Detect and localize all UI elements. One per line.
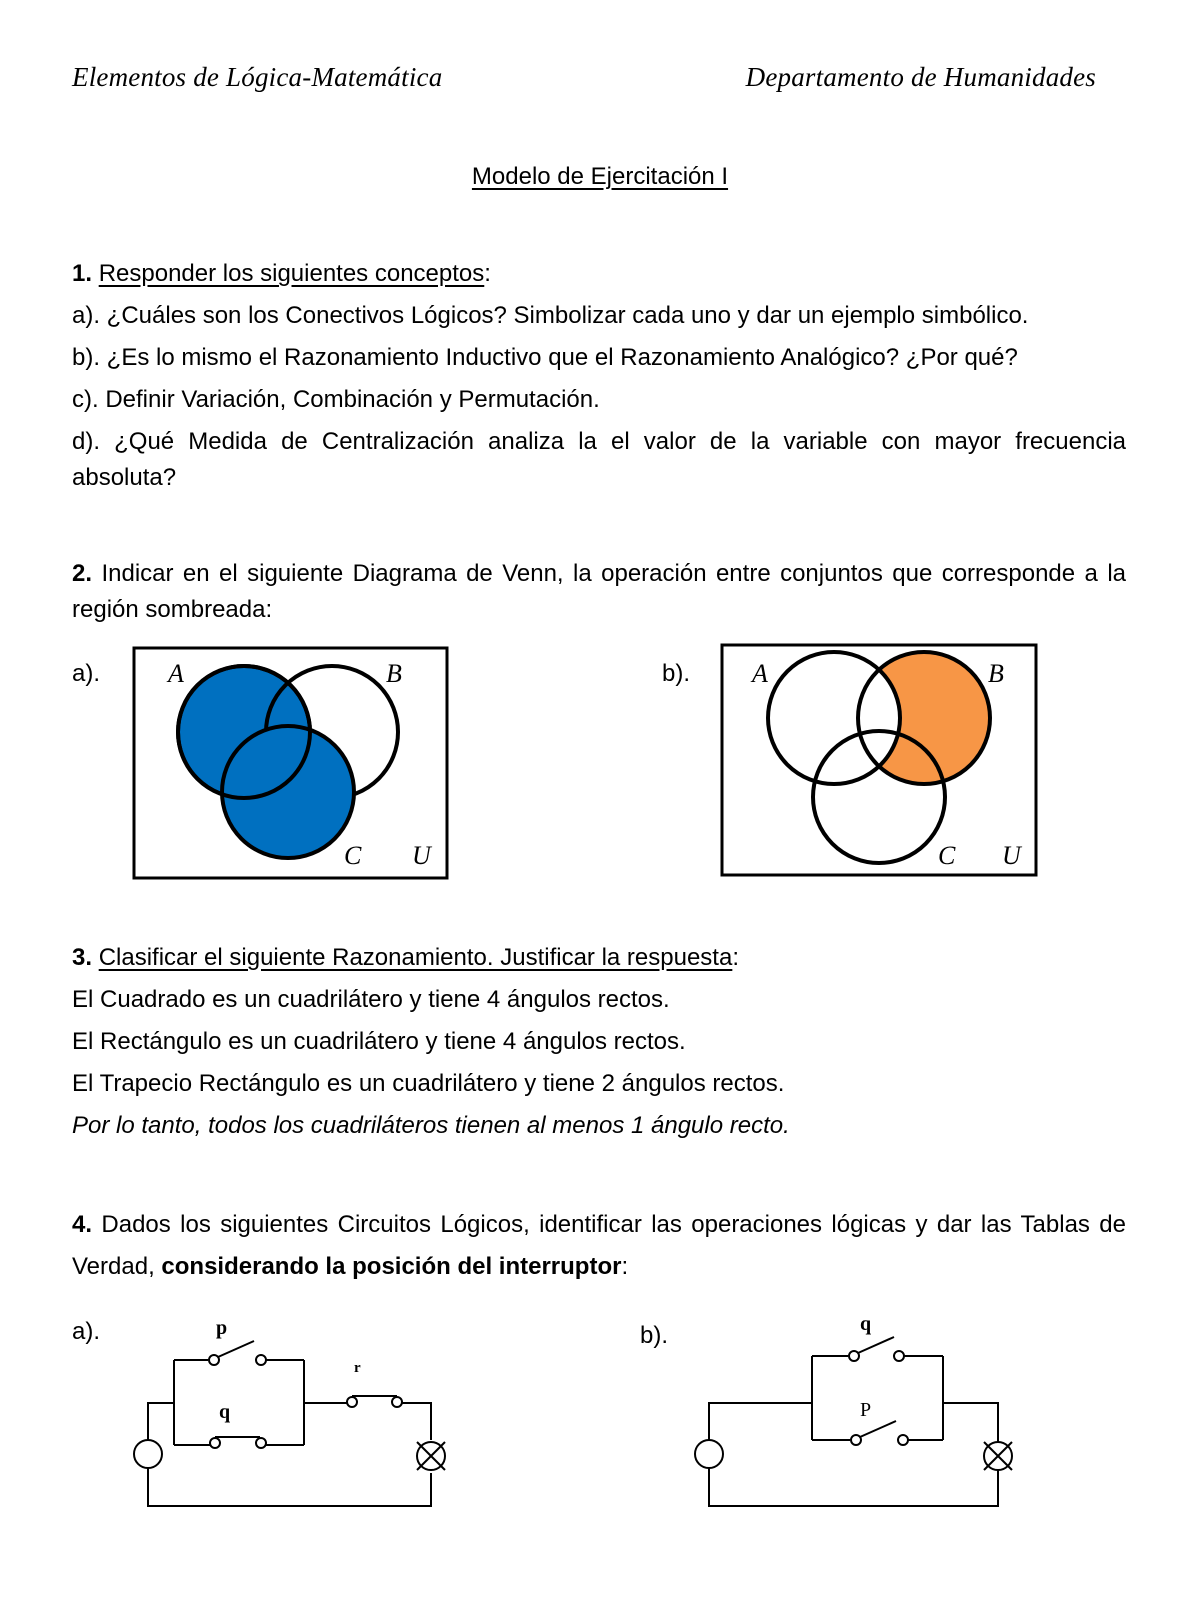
circuit-b-label-q: q [860,1313,872,1335]
venn-b-label-b: B [988,659,1004,688]
q3-premise-1: El Cuadrado es un cuadrilátero y tiene 4 ángulos rectos. [72,986,670,1013]
venn-a-label-c: C [344,841,362,870]
q1-number: 1. [72,260,93,287]
circuit-b-battery [695,1440,723,1468]
q1-colon: : [484,260,491,287]
q1-item-a: a). ¿Cuáles son los Conectivos Lógicos? Simbolizar cada uno y dar un ejemplo simbólico. [72,302,1029,329]
q1-item-b: b). ¿Es lo mismo el Razonamiento Inductivo que el Razonamiento Analógico? ¿Por qué? [72,344,1018,371]
circuit-a-label-r: r [354,1360,361,1376]
q1-heading-text: Responder los siguientes conceptos [98,260,485,287]
q4-number: 4. [72,1211,93,1238]
venn-a-label-a: A [168,659,184,688]
page-title-text: Modelo de Ejercitación I [471,163,729,190]
q4-label-b: b). [640,1322,669,1349]
venn-b-label-u: U [1002,841,1021,870]
circuit-a-label-p: p [216,1317,228,1339]
circuit-b-switch-p-lever [860,1421,896,1437]
q1-item-c: c). Definir Variación, Combinación y Permutación. [72,386,600,413]
q2-body: Indicar en el siguiente Diagrama de Venn, la operación entre conjuntos que corresponde a la región sombreada: [72,560,1127,623]
q3-premise-3: El Trapecio Rectángulo es un cuadrilátero y tiene 2 ángulos rectos. [72,1070,785,1097]
q3-number: 3. [72,944,93,971]
header-left: Elementos de Lógica-Matemática [72,62,443,92]
venn-b-label-a: A [752,659,768,688]
header-right: Departamento de Humanidades [745,62,1096,92]
venn-a-label-u: U [412,841,431,870]
q4-body-bold: considerando la posición del interruptor [161,1253,622,1280]
circuit-b-wire-left [709,1403,812,1440]
q1-item-d: d). ¿Qué Medida de Centralización analiza la el valor de la variable con mayor frecuencia absoluta? [72,428,1126,491]
q3-colon: : [732,944,739,971]
q3-heading-text: Clasificar el siguiente Razonamiento. Justificar la respuesta [98,944,733,971]
circuit-b-wire-bottom [709,1468,998,1506]
q3-conclusion: Por lo tanto, todos los cuadriláteros tienen al menos 1 ángulo recto. [72,1112,790,1139]
q2-label-a: a). [72,660,101,687]
q4-label-a: a). [72,1318,101,1345]
q3-premise-2: El Rectángulo es un cuadrilátero y tiene 4 ángulos rectos. [72,1028,686,1055]
q2-label-b: b). [662,660,691,687]
circuit-b-switch-p-contact-1 [851,1435,861,1445]
circuit-b-switch-p-contact-2 [898,1435,908,1445]
q4-body-end: : [621,1253,629,1280]
q2-number: 2. [72,560,93,587]
circuit-b-switch-q-contact-1 [849,1351,859,1361]
circuit-a-label-q: q [219,1401,231,1423]
circuit-b-switch-q-contact-2 [894,1351,904,1361]
circuit-b-wire-to-lamp [943,1403,998,1442]
venn-a-label-b: B [386,659,402,688]
q4-body-start: Dados los siguientes Circuitos Lógicos, identificar las operaciones lógicas y dar las Tablas de Verdad, [72,1211,1126,1280]
circuit-b-switch-q-lever [858,1337,894,1353]
venn-b-label-c: C [938,841,956,870]
circuit-b-label-p: P [860,1399,872,1421]
